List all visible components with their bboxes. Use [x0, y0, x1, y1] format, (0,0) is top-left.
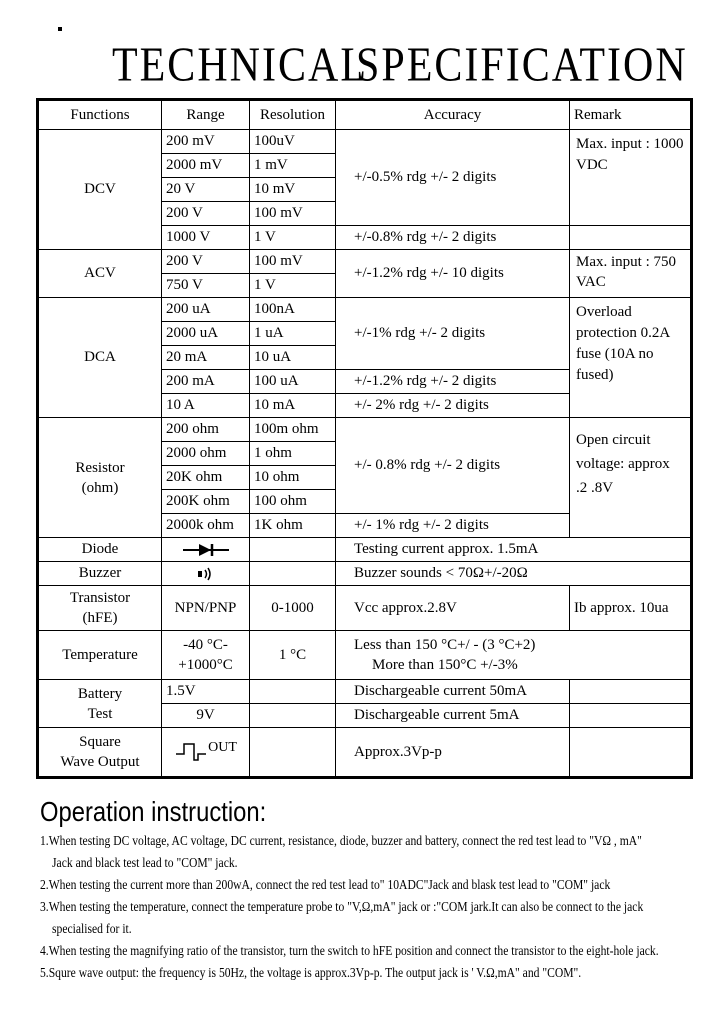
- table-row: [38, 728, 692, 778]
- range-cell: 200 mV: [162, 130, 250, 154]
- resistor-unit: (ohm): [81, 479, 119, 496]
- range-cell: 200 V: [162, 250, 250, 274]
- remark-resistor: Open circuit voltage: approx .2 .8V: [570, 418, 692, 538]
- remark-dca: Overload protection 0.2A fuse (10A no fused): [570, 298, 692, 418]
- empty-cell: [570, 728, 692, 778]
- resolution-cell: 10 uA: [250, 346, 336, 370]
- header-accuracy: Accuracy: [336, 100, 570, 130]
- step-3-cont: specialised for it.: [52, 921, 132, 936]
- operation-steps: [40, 830, 720, 984]
- step-1-cont: Jack and black test lead to "COM" jack.: [52, 855, 238, 870]
- square-out-label: OUT: [208, 740, 237, 755]
- resolution-cell: 100nA: [250, 298, 336, 322]
- resolution-cell: 100 ohm: [250, 490, 336, 514]
- resolution-cell: 1 mV: [250, 154, 336, 178]
- resolution-cell: 1 ohm: [250, 442, 336, 466]
- range-cell: 2000 ohm: [162, 442, 250, 466]
- temp-acc-low: Less than 150 °C+/ - (3 °C+2): [354, 637, 536, 653]
- battery-test-label: Test: [87, 705, 113, 722]
- resolution-cell: 100 uA: [250, 370, 336, 394]
- table-row: [38, 250, 692, 274]
- range-cell: 200 uA: [162, 298, 250, 322]
- empty-cell: [250, 680, 336, 704]
- accuracy-cell: +/- 1% rdg +/- 2 digits: [336, 514, 570, 538]
- accuracy-cell: Vcc approx.2.8V: [336, 586, 570, 631]
- function-resistor: [38, 418, 162, 538]
- remark-transistor: Ib approx. 10ua: [570, 586, 692, 631]
- resolution-cell: 1 V: [250, 226, 336, 250]
- function-battery: [38, 680, 162, 728]
- function-dcv: DCV: [38, 130, 162, 250]
- square-wave-icon: [174, 740, 208, 764]
- title-left: TECHNICAL: [112, 39, 368, 93]
- range-cell: 1000 V: [162, 226, 250, 250]
- function-dca: DCA: [38, 298, 162, 418]
- function-temperature: Temperature: [38, 631, 162, 680]
- operation-title: Operation instruction:: [40, 796, 267, 827]
- accuracy-cell: Approx.3Vp-p: [336, 728, 570, 778]
- transistor-mode: (hFE): [82, 610, 118, 626]
- temp-range-low: -40 °C-: [183, 637, 228, 653]
- header-resolution: Resolution: [250, 100, 336, 130]
- accuracy-cell: +/-1.2% rdg +/- 10 digits: [336, 250, 570, 298]
- resolution-cell: 1 V: [250, 274, 336, 298]
- battery-label: Battery: [77, 685, 123, 702]
- resolution-cell: 0-1000: [250, 586, 336, 631]
- resolution-cell: 10 ohm: [250, 466, 336, 490]
- resolution-cell: 10 mV: [250, 178, 336, 202]
- range-cell: 200 ohm: [162, 418, 250, 442]
- empty-cell: [570, 704, 692, 728]
- wave-output-label: Wave Output: [60, 754, 140, 770]
- resolution-cell: 100 mV: [250, 250, 336, 274]
- function-square-wave: [38, 728, 162, 778]
- range-cell: 20 mA: [162, 346, 250, 370]
- range-cell: NPN/PNP: [162, 586, 250, 631]
- temp-acc-high: More than 150°C +/-3%: [372, 657, 518, 673]
- range-cell: 20 V: [162, 178, 250, 202]
- transistor-label: Transistor: [69, 590, 131, 606]
- table-row: [38, 562, 692, 586]
- step-2: 2.When testing the current more than 200wA, connect the red test lead to" 10ADC"Jack and blask test lead to "COM" jack: [40, 877, 611, 892]
- spec-table: [36, 98, 693, 779]
- function-transistor: [38, 586, 162, 631]
- step-3: 3.When testing the temperature, connect the temperature probe to "V,Ω,mA" jack or :"COM jark.It can also be connect to the jack: [40, 899, 644, 914]
- table-row: [38, 418, 692, 442]
- diode-icon: [181, 543, 231, 557]
- table-row: [38, 631, 692, 680]
- range-cell: 1.5V: [162, 680, 250, 704]
- accuracy-cell: +/- 0.8% rdg +/- 2 digits: [336, 418, 570, 514]
- remark-dcv: Max. input : 1000 VDC: [570, 130, 692, 226]
- accuracy-cell: Dischargeable current 50mA: [336, 680, 570, 704]
- title-right: SPECIFICATION: [356, 39, 688, 93]
- range-cell: 10 A: [162, 394, 250, 418]
- empty-cell: [250, 538, 336, 562]
- range-cell: 2000 mV: [162, 154, 250, 178]
- range-cell: 2000k ohm: [162, 514, 250, 538]
- step-1: 1.When testing DC voltage, AC voltage, DC current, resistance, diode, buzzer and battery, connect the red test lead to "VΩ , mA": [40, 833, 642, 848]
- scan-dot: [58, 27, 62, 31]
- table-row: [38, 298, 692, 322]
- accuracy-cell: Dischargeable current 5mA: [336, 704, 570, 728]
- range-cell: 200 V: [162, 202, 250, 226]
- range-cell: 200 mA: [162, 370, 250, 394]
- accuracy-cell: [336, 631, 692, 680]
- accuracy-cell: Testing current approx. 1.5mA: [336, 538, 692, 562]
- step-4: 4.When testing the magnifying ratio of the transistor, turn the switch to hFE position and connect the transistor to the eight-hole jack.: [40, 943, 659, 958]
- accuracy-cell: Buzzer sounds < 70Ω+/-20Ω: [336, 562, 692, 586]
- empty-cell: [250, 704, 336, 728]
- header-remark: Remark: [570, 100, 692, 130]
- range-cell: 750 V: [162, 274, 250, 298]
- temp-range-high: +1000°C: [178, 657, 233, 673]
- header-range: Range: [162, 100, 250, 130]
- accuracy-cell: +/-1.2% rdg +/- 2 digits: [336, 370, 570, 394]
- table-row: [38, 680, 692, 704]
- square-wave-cell: [162, 728, 250, 778]
- remark-acv: Max. input : 750 VAC: [570, 250, 692, 298]
- table-row: [38, 586, 692, 631]
- empty-cell: [570, 226, 692, 250]
- accuracy-cell: +/-1% rdg +/- 2 digits: [336, 298, 570, 370]
- function-acv: ACV: [38, 250, 162, 298]
- resolution-cell: 1K ohm: [250, 514, 336, 538]
- resolution-cell: 100m ohm: [250, 418, 336, 442]
- accuracy-cell: +/-0.8% rdg +/- 2 digits: [336, 226, 570, 250]
- buzzer-symbol-cell: [162, 562, 250, 586]
- range-cell: 200K ohm: [162, 490, 250, 514]
- accuracy-cell: +/- 2% rdg +/- 2 digits: [336, 394, 570, 418]
- table-row: [38, 130, 692, 154]
- empty-cell: [250, 562, 336, 586]
- table-row: [38, 538, 692, 562]
- resolution-cell: 10 mA: [250, 394, 336, 418]
- step-5: 5.Squre wave output: the frequency is 50Hz, the voltage is approx.3Vp-p. The output jack is ' V.Ω,mA" and "COM".: [40, 965, 582, 980]
- square-label: Square: [79, 734, 121, 750]
- header-functions: Functions: [38, 100, 162, 130]
- header-row: [38, 100, 692, 130]
- empty-cell: [570, 680, 692, 704]
- resolution-cell: 100 mV: [250, 202, 336, 226]
- resolution-cell: 1 uA: [250, 322, 336, 346]
- accuracy-cell: +/-0.5% rdg +/- 2 digits: [336, 130, 570, 226]
- range-cell: 20K ohm: [162, 466, 250, 490]
- empty-cell: [250, 728, 336, 778]
- diode-symbol-cell: [162, 538, 250, 562]
- range-cell: 9V: [162, 704, 250, 728]
- function-buzzer: Buzzer: [38, 562, 162, 586]
- resolution-cell: 100uV: [250, 130, 336, 154]
- resolution-cell: 1 °C: [250, 631, 336, 680]
- buzzer-icon: [196, 566, 216, 582]
- range-cell: [162, 631, 250, 680]
- function-diode: Diode: [38, 538, 162, 562]
- range-cell: 2000 uA: [162, 322, 250, 346]
- resistor-label: Resistor: [75, 459, 125, 476]
